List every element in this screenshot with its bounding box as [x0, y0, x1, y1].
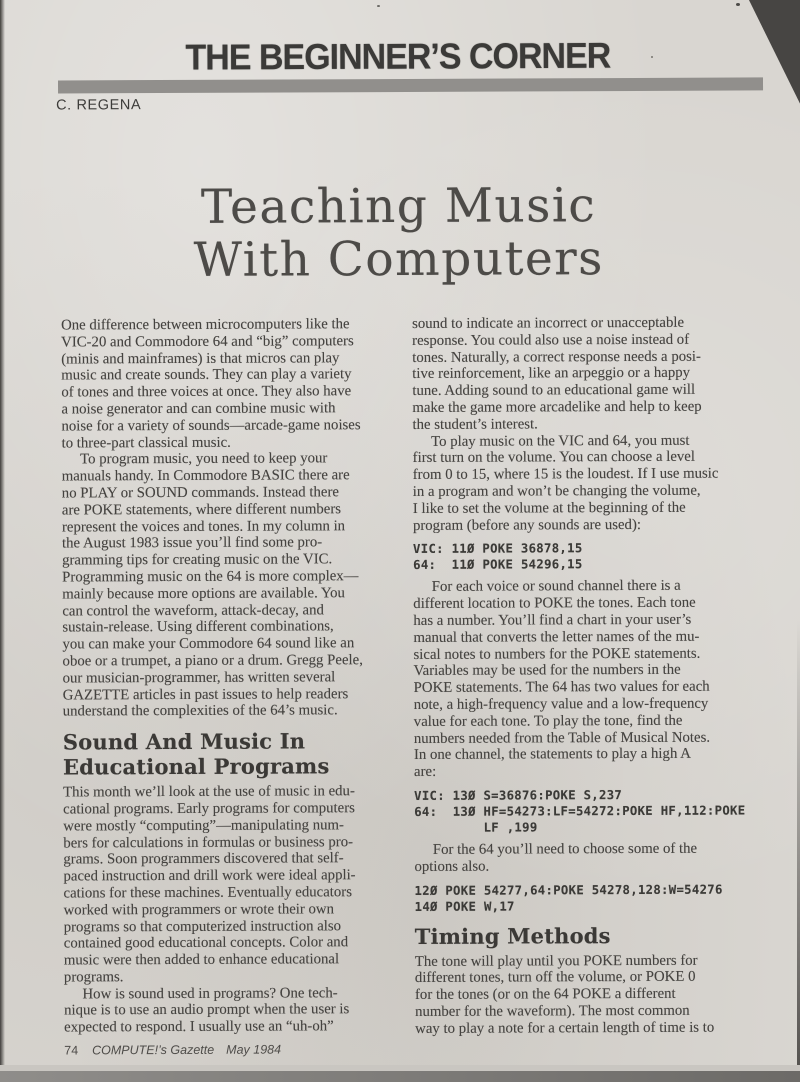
author-byline: C. REGENA [56, 97, 142, 114]
column-masthead-title: THE BEGINNER’S CORNER [185, 35, 611, 79]
code-listing-high-a-pokes: VIC: 13Ø S=36876:POKE S,237 64: 13Ø HF=54273:LF=54272:POKE HF,112:POKE LF ,199 [414, 787, 746, 835]
paragraph-timing: The tone will play until you POKE numbers for different tones, turn off the volume, or POKE 0 for the tones (or on the 64 POKE a different number for the waveform). The most common way to play a note for a certain length of time is to [414, 952, 715, 1037]
paragraph-volume: To play music on the VIC and 64, you must first turn on the volume. You can choose a level from 0 to 15, where 15 is the loudest. If I use music in a program and won’t be changing the volume, I like to set the volume at the beginning of the program (before any sounds are used): [412, 432, 719, 534]
article-title: Teaching Music With Computers [193, 178, 604, 288]
paragraph-program-music: To program music, you need to keep your manuals handy. In Commodore BASIC there are no PLAY or SOUND commands. Instead there are POKE statements, where different numbers represent the voices and tones. In my column in the August 1983 issue you’ll find some pro- gramming tips for creating music on the VIC. Programming music on the 64 is more complex— mainly because more options are available. You can control the waveform, attack-decay, and sustain-release. Using different combinations, you can make your Commodore 64 sound like an oboe or a trumpet, a piano or a drum. Gregg Peele, our musician-programmer, has written several GAZETTE articles in past issues to help readers understand the complexities of the 64’s music. [61, 450, 363, 720]
right-column [412, 314, 767, 1037]
paragraph-intro: One difference between microcomputers like the VIC-20 and Commodore 64 and “big” computers (minis and mainframes) is that micros can play music and create sounds. They can play a variety of tones and three voices at once. They also have a noise generator and can combine music with noise for a variety of sounds—arcade-game noises to three-part classical music. [61, 316, 361, 452]
scan-speck [736, 3, 740, 6]
issue-date: May 1984 [226, 1042, 282, 1057]
code-listing-64-options: 12Ø POKE 54277,64:POKE 54278,128:W=54276 14Ø POKE W,17 [414, 882, 723, 914]
left-column [61, 316, 405, 1037]
page-number: 74 [64, 1043, 79, 1058]
paragraph-how-sound-used: How is sound used in programs? One tech- nique is to use an audio prompt when the user is expected to respond. I usually use an “uh-oh” [63, 984, 350, 1036]
scan-edge-bottom-shadow [0, 1071, 800, 1082]
paragraph-audio-prompt: sound to indicate an incorrect or unacceptable response. You could also use a noise instead of tones. Naturally, a correct response needs a posi- tive reinforcement, like an arpeggio or a happy tune. Adding sound to an educational game will make the game more arcadelike and help to keep the student’s interest. [412, 314, 702, 433]
code-listing-volume-pokes: VIC: 11Ø POKE 36878,15 64: 11Ø POKE 54296,15 [413, 541, 583, 573]
scan-speck [651, 56, 653, 58]
paragraph-voice-channels: For each voice or sound channel there is a different location to POKE the tones. Each tone has a number. You’ll find a chart in your user’s manual that converts the letter names of the mu- sical notes to numbers for the POKE statements. Variables may be used for the numbers in the POKE statements. The 64 has two values for each note, a high-frequency value and a low-frequency value for each tone. To play the tone, find the numbers needed from the Table of Musical Notes. In one channel, the statements to play a high A are: [413, 578, 711, 781]
magazine-name: COMPUTE!’s Gazette [92, 1042, 215, 1058]
scan-edge-left-shadow [0, 0, 5, 1082]
masthead-rule [58, 77, 763, 93]
section-heading-timing-methods: Timing Methods [414, 922, 611, 949]
paragraph-64-options: For the 64 you’ll need to choose some of the options also. [414, 840, 698, 875]
section-heading-sound-and-music: Sound And Music In Educational Programs [62, 728, 330, 780]
paragraph-educational-programs: This month we’ll look at the use of music in edu- cational programs. Early programs for computers were mostly “computing”—manipulating num- bers for calculations in formulas or business pro- grams. Soon programmers discovered that self- paced instruction and drill work were ideal appli- cations for these machines. Eventually educators worked with programmers or wrote their own programs so that computerized instruction also contained good educational concepts. Color and music were then added to enhance educational programs. [63, 783, 356, 986]
scan-speck [377, 5, 380, 7]
page-footer [64, 1043, 281, 1058]
